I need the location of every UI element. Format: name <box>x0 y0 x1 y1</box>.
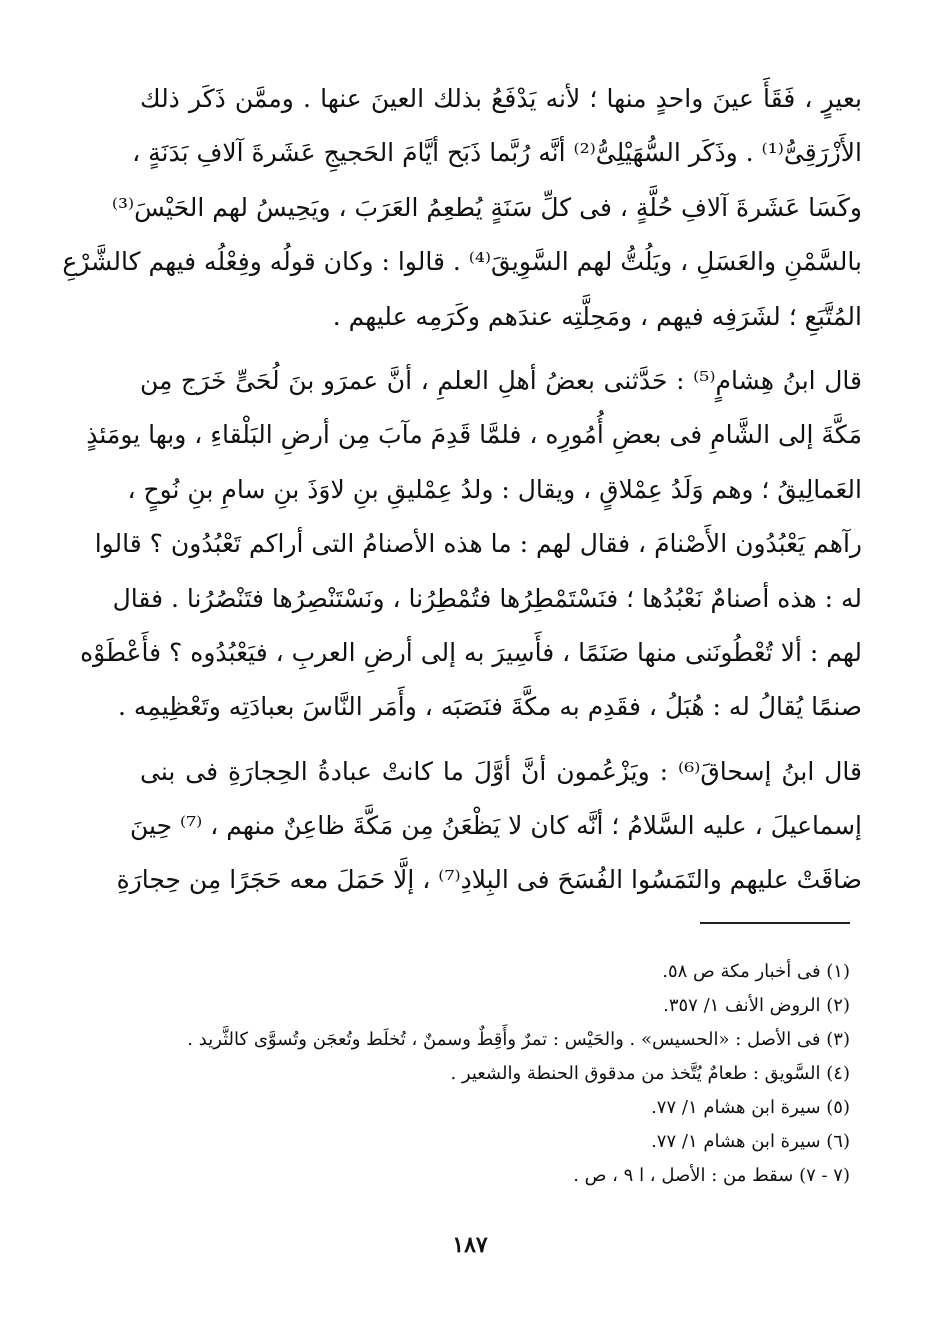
text-line: لهم : ألا تُعْطُونَنى منها صَنَمًا ، فأَسِيرَ به إلى أرضِ العربِ ، فيَعْبُدُوه ؟ فأَعْطَوْه <box>80 637 862 667</box>
footnote-separator <box>700 922 850 924</box>
footnote-item: (٢) الروض الأنف ١/ ٣٥٧. <box>663 995 850 1016</box>
paragraph-2 <box>80 354 862 735</box>
paragraph-gap <box>140 735 862 745</box>
footnote-item: (٣) فى الأصل : «الحسيس» . والحَيْس : تمرٌ وأَقِطٌ وسمنٌ ، تُخلَط وتُعجَن وتُسوَّى كالثَّريد . <box>187 1029 850 1050</box>
paragraph-1 <box>62 72 862 344</box>
page-number: ١٨٧ <box>452 1232 488 1258</box>
text-line: الأَزْرَقِىُّ⁽¹⁾ . وذَكَر السُّهَيْلِىُّ⁽²⁾ أنَّه رُبَّما ذَبَح أيَّامَ الحَجيجِ عَشَرةَ آلافِ بَدَنَةٍ ، <box>132 138 862 168</box>
paragraph-gap <box>140 344 862 354</box>
paragraph-3 <box>116 745 863 908</box>
text-line: إسماعيلَ ، عليه السَّلامُ ؛ أنَّه كان لا يَظْعَنُ مِن مَكَّةَ ظاعِنٌ منهم ، ⁽⁷⁾ حِينَ <box>130 811 862 841</box>
text-line: بالسَّمْنِ والعَسَلِ ، ويَلُتُّ لهم السَّوِيقَ⁽⁴⁾ . قالوا : وكان قولُه وفِعْلُه فيهم كالشَّرْعِ <box>62 247 862 277</box>
text-line: بعيرٍ ، فَقَأَ عينَ واحدٍ منها ؛ لأنه يَدْفَعُ بذلك العينَ عنها . وممَّن ذَكَر ذلك <box>140 84 862 113</box>
footnote-item: (٦) سيرة ابن هشام ١/ ٧٧. <box>651 1131 850 1152</box>
footnote-item: (٧ - ٧) سقط من : الأصل ، ا ٩ ، ص . <box>573 1165 850 1186</box>
footnote-item: (٥) سيرة ابن هشام ١/ ٧٧. <box>651 1097 850 1118</box>
text-line: ضاقَتْ عليهم والتَمَسُوا الفُسَحَ فى البِلادِ⁽⁷⁾ ، إلَّا حَمَلَ معه حَجَرًا مِن حِجارَةِ <box>116 865 862 895</box>
main-text <box>62 72 863 908</box>
text-line: رآهم يَعْبُدُون الأَصْنامَ ، فقال لهم : ما هذه الأصنامُ التى أراكم تَعْبُدُون ؟ قالوا <box>94 529 862 559</box>
footnotes <box>150 955 850 1193</box>
text-line: قال ابنُ إسحاقَ⁽⁶⁾ : ويَزْعُمون أنَّ أوَّلَ ما كانتْ عبادةُ الحِجارَةِ فى بنى <box>140 756 863 786</box>
text-line: وكَسَا عَشَرةَ آلافِ حُلَّةٍ ، فى كلِّ سَنَةٍ يُطعِمُ العَرَبَ ، ويَحِيسُ لهم الحَيْسَ⁽³⁾ <box>111 192 862 222</box>
text-line: صنمًا يُقالُ له : هُبَلُ ، فقَدِم به مكَّةَ فنَصَبَه ، وأَمَر النَّاسَ بعبادَتِه وتَعْظِيمِه . <box>117 692 862 722</box>
text-line: له : هذه أصنامٌ نَعْبُدُها ؛ فنَسْتَمْطِرُها فتُمْطِرُنا ، ونَسْتَنْصِرُها فتَنْصُرُنا . فقال <box>112 583 862 613</box>
footnote-item: (١) فى أخبار مكة ص ٥٨. <box>662 961 850 982</box>
text-line: قال ابنُ هِشامٍ⁽⁵⁾ : حَدَّثنى بعضُ أهلِ العلمِ ، أنَّ عمرَو بنَ لُحَىٍّ خَرَج مِن <box>140 365 862 395</box>
text-line: العَمالِيقُ ؛ وهم وَلَدُ عِمْلاقٍ ، ويقال : ولدُ عِمْليقِ بنِ لاوَذَ بنِ سامِ بنِ نُوحٍ ، <box>127 474 862 504</box>
text-line: المُتَّبَعِ ؛ لشَرَفِه فيهم ، ومَحِلَّتِه عندَهم وكَرَمِه عليهم . <box>332 301 862 331</box>
footnote-item: (٤) السَّويق : طعامٌ يُتَّخذ من مدقوق الحنطة والشعير . <box>450 1063 850 1084</box>
text-line: مَكَّةَ إلى الشَّامِ فى بعضِ أُمُورِه ، فلمَّا قَدِمَ مآبَ مِن أرضِ البَلْقاءِ ، وبها يومَئذٍ <box>86 420 862 450</box>
